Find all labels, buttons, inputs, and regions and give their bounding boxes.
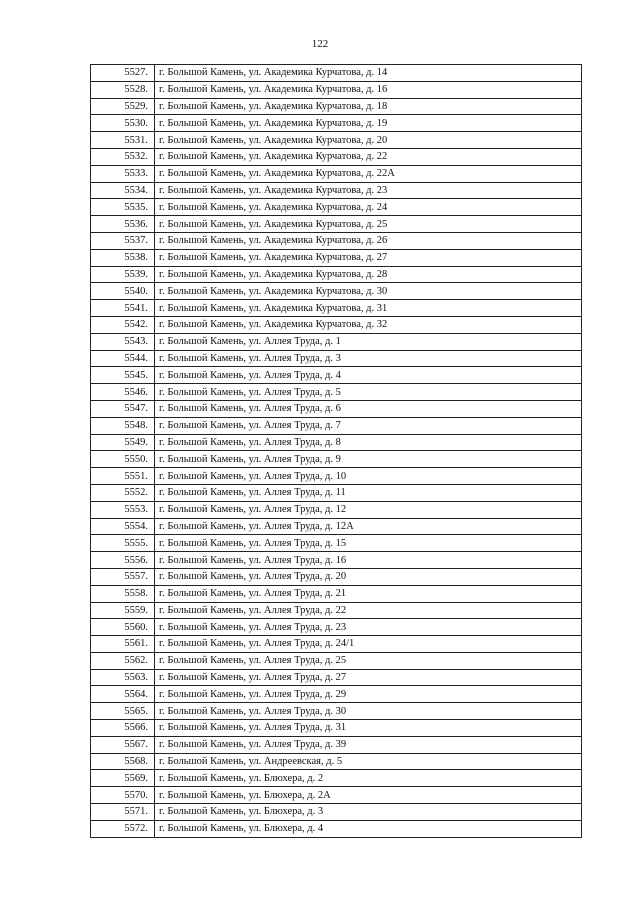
- row-address: г. Большой Камень, ул. Аллея Труда, д. 9: [155, 451, 582, 468]
- table-row: [91, 535, 582, 552]
- row-number: 5543.: [91, 333, 155, 350]
- table-row: [91, 148, 582, 165]
- row-address: г. Большой Камень, ул. Академика Курчатова, д. 22: [155, 148, 582, 165]
- row-number: 5568.: [91, 753, 155, 770]
- row-number: 5530.: [91, 115, 155, 132]
- table-row: [91, 350, 582, 367]
- row-number: 5559.: [91, 602, 155, 619]
- table-row: [91, 669, 582, 686]
- row-address: г. Большой Камень, ул. Аллея Труда, д. 31: [155, 720, 582, 737]
- table-row: [91, 484, 582, 501]
- table-row: [91, 266, 582, 283]
- table-row: [91, 451, 582, 468]
- row-address: г. Большой Камень, ул. Аллея Труда, д. 3: [155, 350, 582, 367]
- table-row: [91, 316, 582, 333]
- row-number: 5569.: [91, 770, 155, 787]
- table-row: [91, 98, 582, 115]
- row-address: г. Большой Камень, ул. Академика Курчатова, д. 23: [155, 182, 582, 199]
- row-address: г. Большой Камень, ул. Аллея Труда, д. 12А: [155, 518, 582, 535]
- row-number: 5532.: [91, 148, 155, 165]
- row-number: 5553.: [91, 501, 155, 518]
- table-row: [91, 199, 582, 216]
- table-row: [91, 333, 582, 350]
- row-number: 5554.: [91, 518, 155, 535]
- row-address: г. Большой Камень, ул. Аллея Труда, д. 29: [155, 686, 582, 703]
- row-number: 5551.: [91, 468, 155, 485]
- table-row: [91, 787, 582, 804]
- row-number: 5556.: [91, 552, 155, 569]
- row-address: г. Большой Камень, ул. Андреевская, д. 5: [155, 753, 582, 770]
- table-row: [91, 703, 582, 720]
- row-address: г. Большой Камень, ул. Академика Курчатова, д. 24: [155, 199, 582, 216]
- row-number: 5566.: [91, 720, 155, 737]
- row-address: г. Большой Камень, ул. Академика Курчатова, д. 22А: [155, 165, 582, 182]
- row-address: г. Большой Камень, ул. Аллея Труда, д. 16: [155, 552, 582, 569]
- table-row: [91, 400, 582, 417]
- row-number: 5552.: [91, 484, 155, 501]
- row-address: г. Большой Камень, ул. Аллея Труда, д. 6: [155, 400, 582, 417]
- table-row: [91, 249, 582, 266]
- table-row: [91, 585, 582, 602]
- row-address: г. Большой Камень, ул. Аллея Труда, д. 8: [155, 434, 582, 451]
- row-number: 5547.: [91, 400, 155, 417]
- row-address: г. Большой Камень, ул. Аллея Труда, д. 30: [155, 703, 582, 720]
- table-row: [91, 619, 582, 636]
- row-number: 5528.: [91, 81, 155, 98]
- row-address: г. Большой Камень, ул. Академика Курчатова, д. 19: [155, 115, 582, 132]
- row-address: г. Большой Камень, ул. Аллея Труда, д. 22: [155, 602, 582, 619]
- row-address: г. Большой Камень, ул. Академика Курчатова, д. 31: [155, 300, 582, 317]
- address-table-body: [91, 65, 582, 838]
- row-number: 5536.: [91, 216, 155, 233]
- row-number: 5542.: [91, 316, 155, 333]
- table-row: [91, 384, 582, 401]
- row-number: 5533.: [91, 165, 155, 182]
- row-address: г. Большой Камень, ул. Аллея Труда, д. 15: [155, 535, 582, 552]
- row-number: 5529.: [91, 98, 155, 115]
- table-row: [91, 820, 582, 837]
- row-number: 5570.: [91, 787, 155, 804]
- table-row: [91, 518, 582, 535]
- row-address: г. Большой Камень, ул. Аллея Труда, д. 23: [155, 619, 582, 636]
- address-table: [90, 64, 582, 838]
- row-number: 5560.: [91, 619, 155, 636]
- row-number: 5557.: [91, 568, 155, 585]
- table-row: [91, 652, 582, 669]
- row-address: г. Большой Камень, ул. Аллея Труда, д. 11: [155, 484, 582, 501]
- row-number: 5562.: [91, 652, 155, 669]
- row-number: 5563.: [91, 669, 155, 686]
- table-row: [91, 182, 582, 199]
- row-number: 5571.: [91, 804, 155, 821]
- row-number: 5546.: [91, 384, 155, 401]
- row-number: 5561.: [91, 636, 155, 653]
- table-row: [91, 501, 582, 518]
- row-address: г. Большой Камень, ул. Академика Курчатова, д. 28: [155, 266, 582, 283]
- table-row: [91, 686, 582, 703]
- table-row: [91, 283, 582, 300]
- table-row: [91, 216, 582, 233]
- row-number: 5541.: [91, 300, 155, 317]
- table-row: [91, 720, 582, 737]
- row-address: г. Большой Камень, ул. Аллея Труда, д. 4: [155, 367, 582, 384]
- table-row: [91, 65, 582, 82]
- row-address: г. Большой Камень, ул. Блюхера, д. 4: [155, 820, 582, 837]
- row-number: 5535.: [91, 199, 155, 216]
- row-number: 5531.: [91, 132, 155, 149]
- row-address: г. Большой Камень, ул. Аллея Труда, д. 39: [155, 736, 582, 753]
- row-address: г. Большой Камень, ул. Аллея Труда, д. 25: [155, 652, 582, 669]
- table-row: [91, 232, 582, 249]
- row-address: г. Большой Камень, ул. Академика Курчатова, д. 25: [155, 216, 582, 233]
- table-row: [91, 300, 582, 317]
- table-row: [91, 367, 582, 384]
- row-number: 5565.: [91, 703, 155, 720]
- row-number: 5555.: [91, 535, 155, 552]
- table-row: [91, 552, 582, 569]
- row-address: г. Большой Камень, ул. Академика Курчатова, д. 16: [155, 81, 582, 98]
- table-row: [91, 132, 582, 149]
- row-number: 5550.: [91, 451, 155, 468]
- row-address: г. Большой Камень, ул. Блюхера, д. 2: [155, 770, 582, 787]
- table-row: [91, 568, 582, 585]
- row-address: г. Большой Камень, ул. Аллея Труда, д. 1: [155, 333, 582, 350]
- table-row: [91, 417, 582, 434]
- row-number: 5567.: [91, 736, 155, 753]
- row-address: г. Большой Камень, ул. Аллея Труда, д. 24/1: [155, 636, 582, 653]
- table-row: [91, 434, 582, 451]
- page-number: 122: [311, 38, 329, 50]
- row-address: г. Большой Камень, ул. Академика Курчатова, д. 26: [155, 232, 582, 249]
- row-number: 5539.: [91, 266, 155, 283]
- row-number: 5534.: [91, 182, 155, 199]
- row-number: 5544.: [91, 350, 155, 367]
- table-row: [91, 602, 582, 619]
- table-row: [91, 81, 582, 98]
- row-number: 5564.: [91, 686, 155, 703]
- row-address: г. Большой Камень, ул. Аллея Труда, д. 10: [155, 468, 582, 485]
- row-number: 5572.: [91, 820, 155, 837]
- row-address: г. Большой Камень, ул. Аллея Труда, д. 7: [155, 417, 582, 434]
- table-row: [91, 165, 582, 182]
- table-row: [91, 736, 582, 753]
- row-address: г. Большой Камень, ул. Академика Курчатова, д. 30: [155, 283, 582, 300]
- row-number: 5558.: [91, 585, 155, 602]
- row-address: г. Большой Камень, ул. Академика Курчатова, д. 20: [155, 132, 582, 149]
- table-row: [91, 753, 582, 770]
- row-number: 5545.: [91, 367, 155, 384]
- row-address: г. Большой Камень, ул. Аллея Труда, д. 21: [155, 585, 582, 602]
- row-address: г. Большой Камень, ул. Блюхера, д. 3: [155, 804, 582, 821]
- row-address: г. Большой Камень, ул. Академика Курчатова, д. 32: [155, 316, 582, 333]
- row-number: 5538.: [91, 249, 155, 266]
- row-address: г. Большой Камень, ул. Академика Курчатова, д. 18: [155, 98, 582, 115]
- table-row: [91, 115, 582, 132]
- row-number: 5548.: [91, 417, 155, 434]
- table-row: [91, 636, 582, 653]
- row-address: г. Большой Камень, ул. Аллея Труда, д. 20: [155, 568, 582, 585]
- table-row: [91, 468, 582, 485]
- row-address: г. Большой Камень, ул. Аллея Труда, д. 12: [155, 501, 582, 518]
- row-address: г. Большой Камень, ул. Блюхера, д. 2А: [155, 787, 582, 804]
- row-address: г. Большой Камень, ул. Академика Курчатова, д. 14: [155, 65, 582, 82]
- row-address: г. Большой Камень, ул. Академика Курчатова, д. 27: [155, 249, 582, 266]
- table-row: [91, 770, 582, 787]
- row-number: 5549.: [91, 434, 155, 451]
- row-address: г. Большой Камень, ул. Аллея Труда, д. 5: [155, 384, 582, 401]
- row-address: г. Большой Камень, ул. Аллея Труда, д. 27: [155, 669, 582, 686]
- row-number: 5537.: [91, 232, 155, 249]
- row-number: 5527.: [91, 65, 155, 82]
- table-row: [91, 804, 582, 821]
- row-number: 5540.: [91, 283, 155, 300]
